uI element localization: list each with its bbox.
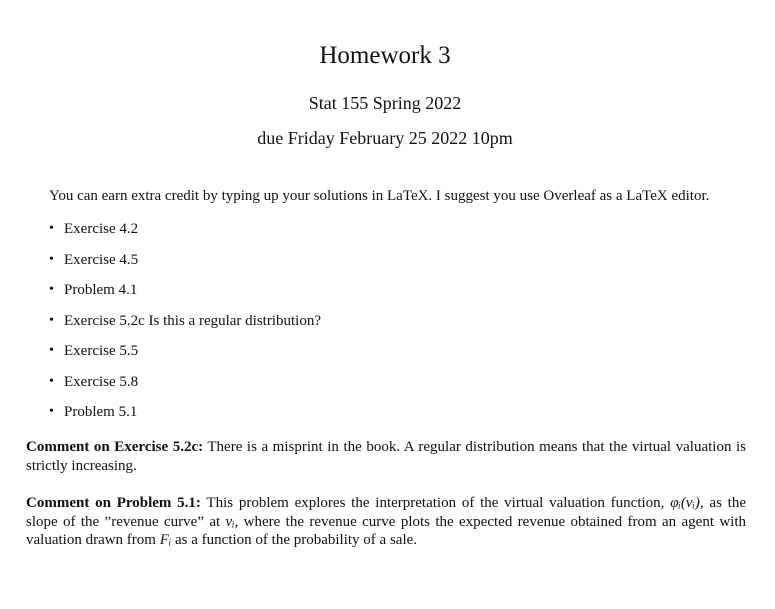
comment-text: , where the revenue curve plots the expected revenue obtained from an agent with [234, 513, 747, 530]
assignment-label: Exercise 5.8 [64, 373, 139, 390]
list-item [49, 250, 321, 270]
comment-heading: Comment on Problem 5.1: [26, 495, 201, 511]
comment-text: This problem explores the interpretation of the virtual valuation function, [206, 495, 665, 511]
comment-text: , as the [699, 495, 747, 511]
assignment-label: Problem 5.1 [64, 404, 138, 420]
comment-text: valuation drawn from [26, 532, 156, 548]
bullet-icon: • [49, 312, 54, 328]
comment-problem-5-1 [26, 494, 746, 550]
bullet-icon: • [49, 404, 54, 419]
due-date: due Friday February 25 2022 10pm [257, 128, 513, 148]
list-item [49, 402, 321, 422]
comment-line [26, 438, 746, 457]
comment-line: strictly increasing. [26, 457, 137, 474]
math-F: Fᵢ [159, 532, 172, 548]
comment-text: slope of the ”revenue curve” at [26, 513, 221, 530]
bullet-icon: • [49, 251, 54, 267]
list-item [49, 280, 321, 300]
list-item [49, 219, 321, 239]
assignment-list [49, 219, 321, 433]
page-title: Homework 3 [319, 42, 451, 69]
comment-exercise-5-2c [26, 438, 746, 475]
course-subtitle: Stat 155 Spring 2022 [308, 93, 462, 113]
list-item [49, 341, 321, 361]
comment-text: There is a misprint in the book. A regular distribution means that the virtual valuation is [207, 439, 746, 455]
math-v: vᵢ [225, 513, 235, 530]
comment-heading: Comment on Exercise 5.2c: [26, 439, 204, 455]
bullet-icon: • [49, 373, 54, 389]
list-item [49, 372, 321, 392]
comment-text: as a function of the probability of a sale. [175, 532, 418, 548]
bullet-icon: • [49, 343, 54, 358]
bullet-icon: • [49, 282, 54, 297]
assignment-label: Exercise 4.5 [64, 251, 139, 268]
assignment-label: Exercise 5.2c Is this a regular distribution? [64, 312, 322, 329]
assignment-label: Problem 4.1 [64, 282, 138, 298]
bullet-icon: • [49, 221, 54, 236]
list-item [49, 311, 321, 331]
assignment-label: Exercise 4.2 [64, 221, 139, 237]
math-phi: φᵢ(vᵢ) [670, 495, 700, 511]
comment-line [26, 531, 746, 550]
assignment-label: Exercise 5.5 [64, 343, 139, 359]
intro-paragraph: You can earn extra credit by typing up your solutions in LaTeX. I suggest you use Overleaf as a LaTeX editor. [49, 188, 710, 204]
comment-line [26, 513, 746, 532]
comment-line [26, 494, 746, 513]
